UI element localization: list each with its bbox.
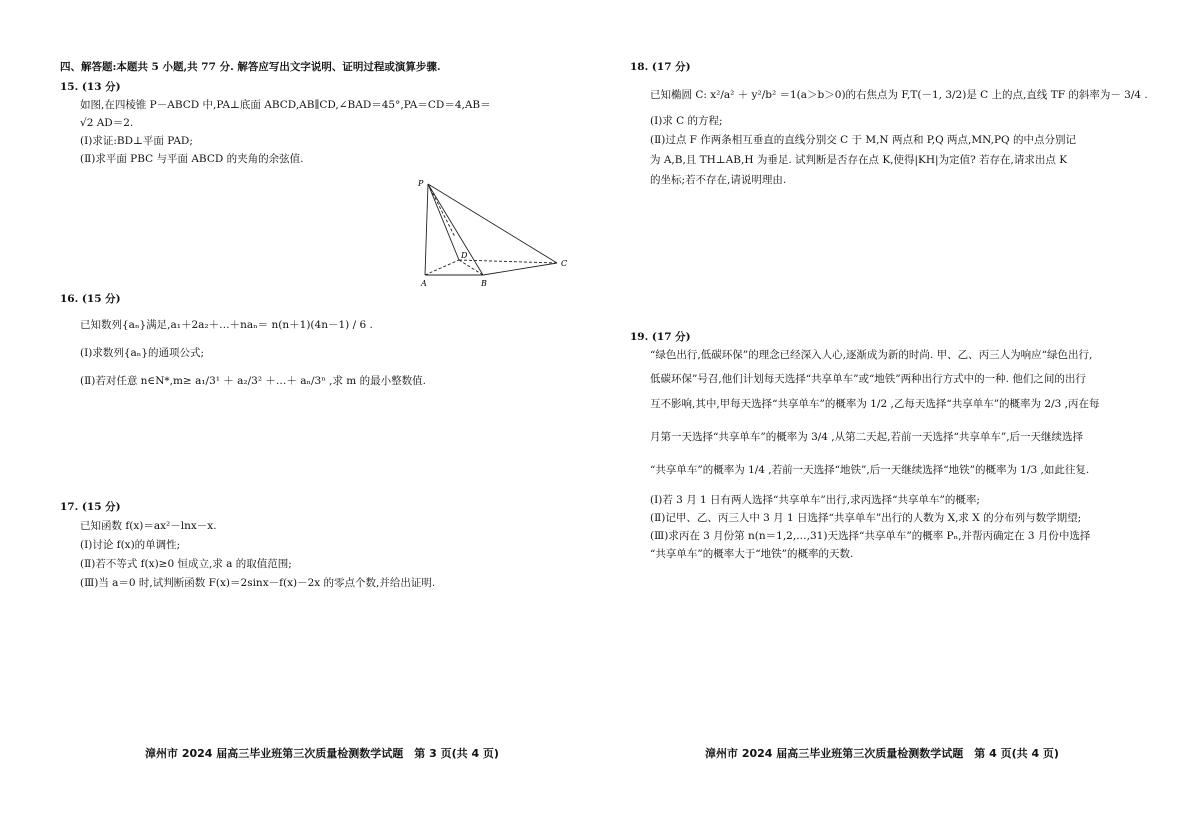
q15-pyramid-figure (410, 175, 580, 290)
q15-part2: (Ⅱ)求平面 PBC 与平面 ABCD 的夹角的余弦值. (80, 153, 304, 165)
q17-number: 17. (15 分) (60, 501, 121, 513)
q17-stem: 已知函数 f(x)＝ax²－lnx－x. (80, 520, 217, 532)
q16-part1: (Ⅰ)求数列{aₙ}的通项公式; (80, 347, 205, 359)
q19-para-line5: “共享单车”的概率为 1/4 ,若前一天选择“地铁”,后一天继续选择“地铁”的概率为 1/3 ,如此往复. (650, 464, 1090, 476)
q19-para-line2: 低碳环保”号召,他们计划每天选择“共享单车”或“地铁”两种出行方式中的一种. 他们之间的出行 (650, 373, 1086, 385)
fig-label-p: P (418, 179, 424, 188)
q19-para-line1: “绿色出行,低碳环保”的理念已经深入人心,逐渐成为新的时尚. 甲、乙、丙三人为响应“绿色出行, (650, 349, 1093, 361)
q19-part3-line1: (Ⅲ)求丙在 3 月份第 n(n＝1,2,…,31)天选择“共享单车”的概率 Pₙ,并帮丙确定在 3 月份中选择 (650, 530, 1091, 542)
q17-part2: (Ⅱ)若不等式 f(x)≥0 恒成立,求 a 的取值范围; (80, 558, 292, 570)
q16-part2: (Ⅱ)若对任意 n∈N*,m≥ a₁/3¹ ＋ a₂/3² ＋…＋ aₙ/3ⁿ ,求 m 的最小整数值. (80, 375, 426, 387)
left-page-footer: 漳州市 2024 届高三毕业班第三次质量检测数学试题 第 3 页(共 4 页) (145, 747, 499, 760)
q18-number: 18. (17 分) (630, 61, 691, 73)
fig-label-d: D (461, 251, 468, 260)
q16-number: 16. (15 分) (60, 293, 121, 305)
q15-stem-line1: 如图,在四棱锥 P－ABCD 中,PA⊥底面 ABCD,AB∥CD,∠BAD＝45°,PA＝CD＝4,AB＝ (80, 99, 491, 111)
q18-part2-line2: 为 A,B,且 TH⊥AB,H 为垂足. 试判断是否存在点 K,使得|KH|为定值? 若存在,请求出点 K (650, 154, 1068, 166)
q15-part1: (Ⅰ)求证:BD⊥平面 PAD; (80, 135, 193, 147)
fig-label-c: C (561, 259, 568, 268)
q18-stem: 已知椭圆 C: x²/a² ＋ y²/b² ＝1(a＞b＞0)的右焦点为 F,T(－1, 3/2)是 C 上的点,直线 TF 的斜率为－ 3/4 . (650, 89, 1148, 101)
q15-stem-line2: √2 AD＝2. (80, 117, 134, 129)
section-header: 四、解答题:本题共 5 小题,共 77 分. 解答应写出文字说明、证明过程或演算步骤. (60, 61, 441, 73)
q19-number: 19. (17 分) (630, 331, 691, 343)
q19-para-line3: 互不影响,其中,甲每天选择“共享单车”的概率为 1/2 ,乙每天选择“共享单车”的概率为 2/3 ,丙在每 (650, 398, 1100, 410)
q18-part1: (Ⅰ)求 C 的方程; (650, 115, 723, 127)
q17-part1: (Ⅰ)讨论 f(x)的单调性; (80, 539, 181, 551)
q15-number: 15. (13 分) (60, 81, 121, 93)
right-page-footer: 漳州市 2024 届高三毕业班第三次质量检测数学试题 第 4 页(共 4 页) (705, 747, 1059, 760)
q18-part2-line3: 的坐标;若不存在,请说明理由. (650, 174, 787, 186)
q19-part1: (Ⅰ)若 3 月 1 日有两人选择“共享单车”出行,求丙选择“共享单车”的概率; (650, 494, 980, 506)
fig-label-b: B (481, 279, 487, 288)
q19-para-line4: 月第一天选择“共享单车”的概率为 3/4 ,从第二天起,若前一天选择“共享单车”,后一天继续选择 (650, 431, 1084, 443)
q19-part2: (Ⅱ)记甲、乙、丙三人中 3 月 1 日选择“共享单车”出行的人数为 X,求 X 的分布列与数学期望; (650, 512, 1082, 524)
q18-part2-line1: (Ⅱ)过点 F 作两条相互垂直的直线分别交 C 于 M,N 两点和 P,Q 两点,MN,PQ 的中点分别记 (650, 134, 1076, 146)
fig-label-a: A (421, 279, 427, 288)
q17-part3: (Ⅲ)当 a＝0 时,试判断函数 F(x)＝2sinx－f(x)－2x 的零点个数,并给出证明. (80, 577, 436, 589)
q16-stem: 已知数列{aₙ}满足,a₁＋2a₂＋…＋naₙ＝ n(n＋1)(4n－1) / 6 . (80, 319, 373, 331)
q19-part3-line2: “共享单车”的概率大于“地铁”的概率的天数. (650, 548, 854, 560)
